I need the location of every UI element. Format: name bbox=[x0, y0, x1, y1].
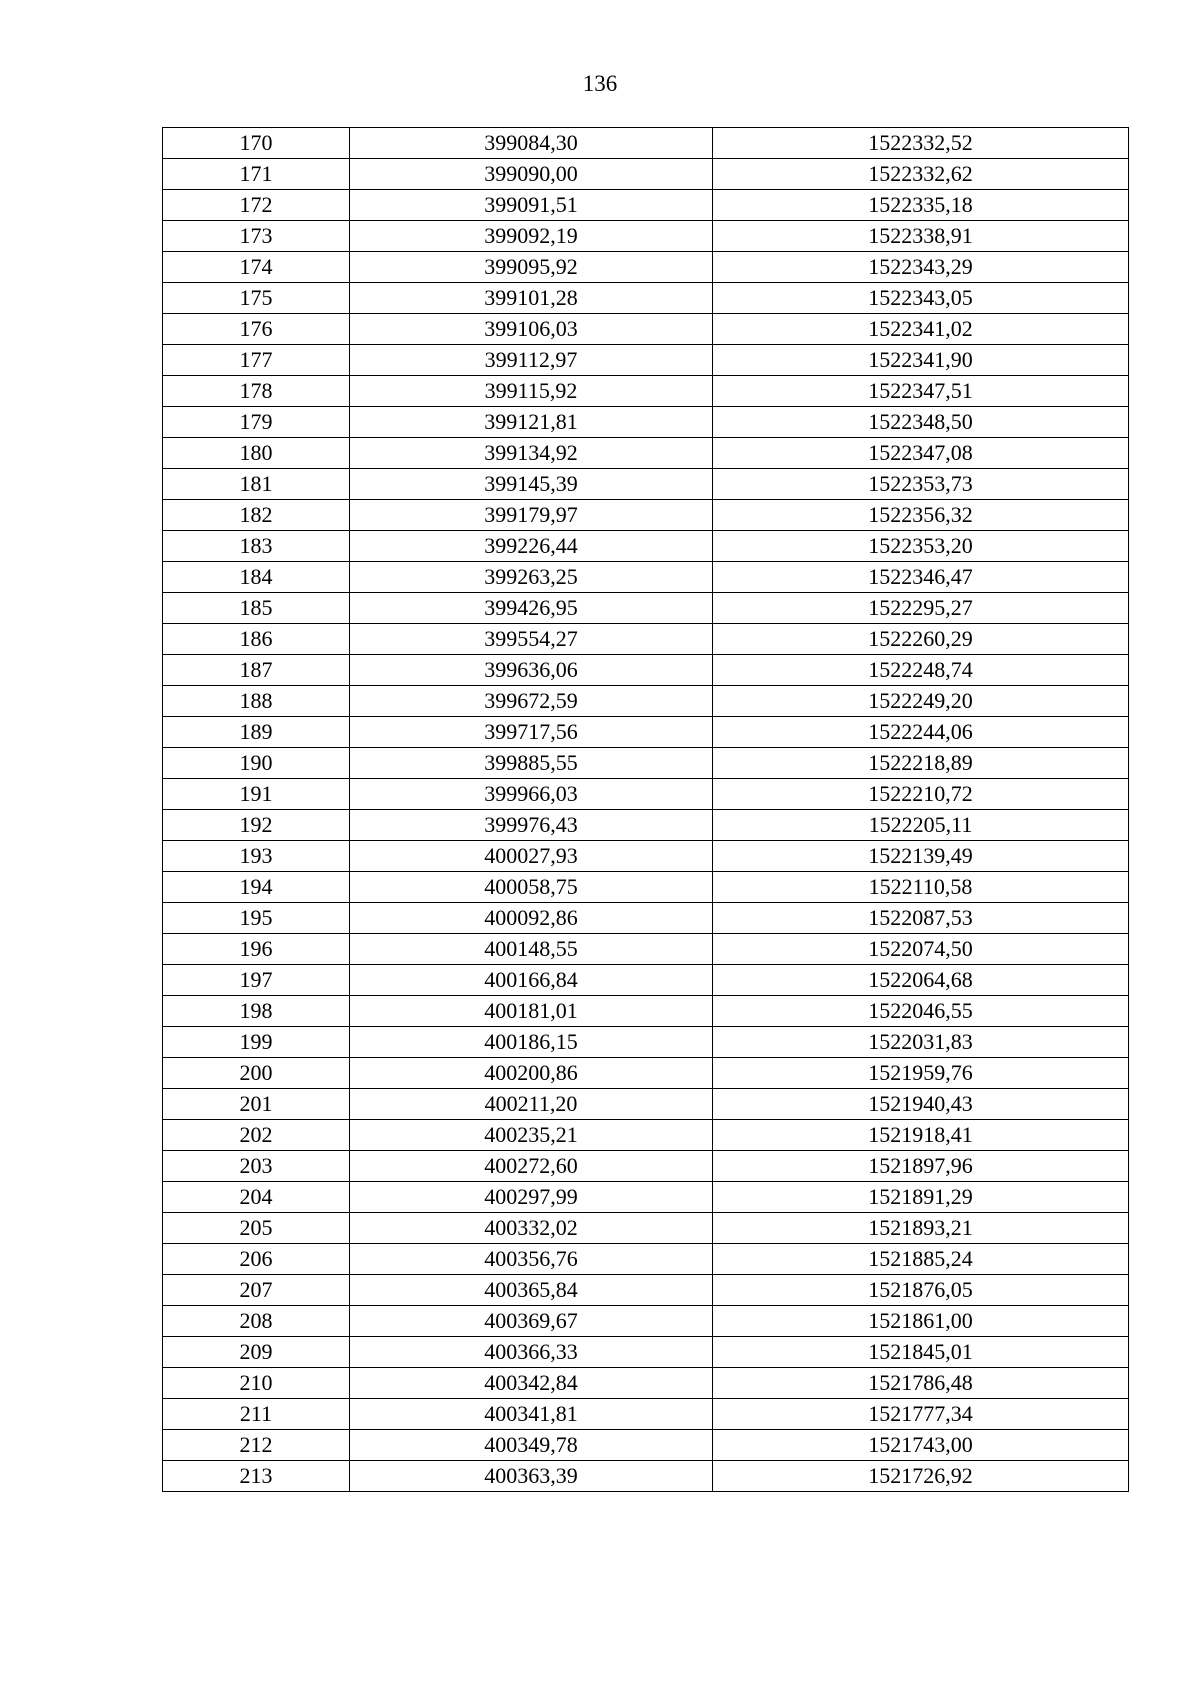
x-coordinate-cell: 400342,84 bbox=[350, 1368, 713, 1399]
y-coordinate-cell: 1522338,91 bbox=[713, 221, 1129, 252]
y-coordinate-cell: 1522205,11 bbox=[713, 810, 1129, 841]
point-number-cell: 208 bbox=[163, 1306, 350, 1337]
y-coordinate-cell: 1522249,20 bbox=[713, 686, 1129, 717]
table-row bbox=[163, 376, 1129, 407]
y-coordinate-cell: 1522064,68 bbox=[713, 965, 1129, 996]
point-number-cell: 184 bbox=[163, 562, 350, 593]
point-number-cell: 210 bbox=[163, 1368, 350, 1399]
x-coordinate-cell: 400235,21 bbox=[350, 1120, 713, 1151]
point-number-cell: 203 bbox=[163, 1151, 350, 1182]
x-coordinate-cell: 399092,19 bbox=[350, 221, 713, 252]
table-row bbox=[163, 1337, 1129, 1368]
x-coordinate-cell: 399226,44 bbox=[350, 531, 713, 562]
point-number-cell: 186 bbox=[163, 624, 350, 655]
y-coordinate-cell: 1522341,90 bbox=[713, 345, 1129, 376]
x-coordinate-cell: 399717,56 bbox=[350, 717, 713, 748]
y-coordinate-cell: 1522348,50 bbox=[713, 407, 1129, 438]
y-coordinate-cell: 1522046,55 bbox=[713, 996, 1129, 1027]
table-row bbox=[163, 965, 1129, 996]
x-coordinate-cell: 400272,60 bbox=[350, 1151, 713, 1182]
table-row bbox=[163, 655, 1129, 686]
x-coordinate-cell: 399263,25 bbox=[350, 562, 713, 593]
y-coordinate-cell: 1521743,00 bbox=[713, 1430, 1129, 1461]
table-row bbox=[163, 1058, 1129, 1089]
y-coordinate-cell: 1522356,32 bbox=[713, 500, 1129, 531]
table-row bbox=[163, 1089, 1129, 1120]
x-coordinate-cell: 400211,20 bbox=[350, 1089, 713, 1120]
x-coordinate-cell: 399084,30 bbox=[350, 128, 713, 159]
point-number-cell: 192 bbox=[163, 810, 350, 841]
table-row bbox=[163, 469, 1129, 500]
point-number-cell: 206 bbox=[163, 1244, 350, 1275]
coordinates-table bbox=[162, 127, 1129, 1492]
x-coordinate-cell: 400148,55 bbox=[350, 934, 713, 965]
table-row bbox=[163, 1368, 1129, 1399]
point-number-cell: 207 bbox=[163, 1275, 350, 1306]
point-number-cell: 212 bbox=[163, 1430, 350, 1461]
x-coordinate-cell: 400166,84 bbox=[350, 965, 713, 996]
point-number-cell: 176 bbox=[163, 314, 350, 345]
table-row bbox=[163, 1399, 1129, 1430]
y-coordinate-cell: 1522031,83 bbox=[713, 1027, 1129, 1058]
table-row bbox=[163, 1461, 1129, 1492]
y-coordinate-cell: 1522353,73 bbox=[713, 469, 1129, 500]
y-coordinate-cell: 1522353,20 bbox=[713, 531, 1129, 562]
table-row bbox=[163, 562, 1129, 593]
table-row bbox=[163, 810, 1129, 841]
table-row bbox=[163, 996, 1129, 1027]
point-number-cell: 188 bbox=[163, 686, 350, 717]
table-row bbox=[163, 748, 1129, 779]
y-coordinate-cell: 1521959,76 bbox=[713, 1058, 1129, 1089]
coordinates-table-body bbox=[163, 128, 1129, 1492]
table-row bbox=[163, 593, 1129, 624]
table-row bbox=[163, 407, 1129, 438]
table-row bbox=[163, 717, 1129, 748]
table-row bbox=[163, 283, 1129, 314]
y-coordinate-cell: 1521861,00 bbox=[713, 1306, 1129, 1337]
point-number-cell: 198 bbox=[163, 996, 350, 1027]
table-row bbox=[163, 1182, 1129, 1213]
point-number-cell: 182 bbox=[163, 500, 350, 531]
x-coordinate-cell: 399101,28 bbox=[350, 283, 713, 314]
table-row bbox=[163, 221, 1129, 252]
point-number-cell: 179 bbox=[163, 407, 350, 438]
x-coordinate-cell: 400369,67 bbox=[350, 1306, 713, 1337]
point-number-cell: 197 bbox=[163, 965, 350, 996]
point-number-cell: 190 bbox=[163, 748, 350, 779]
page-number: 136 bbox=[582, 71, 618, 96]
x-coordinate-cell: 400181,01 bbox=[350, 996, 713, 1027]
x-coordinate-cell: 400058,75 bbox=[350, 872, 713, 903]
point-number-cell: 181 bbox=[163, 469, 350, 500]
point-number-cell: 196 bbox=[163, 934, 350, 965]
point-number-cell: 177 bbox=[163, 345, 350, 376]
table-row bbox=[163, 1027, 1129, 1058]
table-row bbox=[163, 128, 1129, 159]
x-coordinate-cell: 399091,51 bbox=[350, 190, 713, 221]
table-row bbox=[163, 841, 1129, 872]
x-coordinate-cell: 400341,81 bbox=[350, 1399, 713, 1430]
table-row bbox=[163, 314, 1129, 345]
x-coordinate-cell: 399095,92 bbox=[350, 252, 713, 283]
table-row bbox=[163, 1306, 1129, 1337]
table-row bbox=[163, 903, 1129, 934]
y-coordinate-cell: 1522341,02 bbox=[713, 314, 1129, 345]
y-coordinate-cell: 1522087,53 bbox=[713, 903, 1129, 934]
y-coordinate-cell: 1522074,50 bbox=[713, 934, 1129, 965]
y-coordinate-cell: 1522347,51 bbox=[713, 376, 1129, 407]
y-coordinate-cell: 1521845,01 bbox=[713, 1337, 1129, 1368]
x-coordinate-cell: 400365,84 bbox=[350, 1275, 713, 1306]
x-coordinate-cell: 399966,03 bbox=[350, 779, 713, 810]
x-coordinate-cell: 400186,15 bbox=[350, 1027, 713, 1058]
y-coordinate-cell: 1522335,18 bbox=[713, 190, 1129, 221]
y-coordinate-cell: 1522139,49 bbox=[713, 841, 1129, 872]
x-coordinate-cell: 400349,78 bbox=[350, 1430, 713, 1461]
point-number-cell: 187 bbox=[163, 655, 350, 686]
x-coordinate-cell: 400356,76 bbox=[350, 1244, 713, 1275]
y-coordinate-cell: 1521876,05 bbox=[713, 1275, 1129, 1306]
point-number-cell: 174 bbox=[163, 252, 350, 283]
x-coordinate-cell: 399115,92 bbox=[350, 376, 713, 407]
x-coordinate-cell: 399134,92 bbox=[350, 438, 713, 469]
point-number-cell: 170 bbox=[163, 128, 350, 159]
x-coordinate-cell: 400200,86 bbox=[350, 1058, 713, 1089]
x-coordinate-cell: 400092,86 bbox=[350, 903, 713, 934]
x-coordinate-cell: 399090,00 bbox=[350, 159, 713, 190]
point-number-cell: 183 bbox=[163, 531, 350, 562]
table-row bbox=[163, 438, 1129, 469]
point-number-cell: 172 bbox=[163, 190, 350, 221]
x-coordinate-cell: 399121,81 bbox=[350, 407, 713, 438]
table-row bbox=[163, 159, 1129, 190]
x-coordinate-cell: 399672,59 bbox=[350, 686, 713, 717]
y-coordinate-cell: 1521786,48 bbox=[713, 1368, 1129, 1399]
y-coordinate-cell: 1522347,08 bbox=[713, 438, 1129, 469]
x-coordinate-cell: 399636,06 bbox=[350, 655, 713, 686]
x-coordinate-cell: 399554,27 bbox=[350, 624, 713, 655]
y-coordinate-cell: 1521940,43 bbox=[713, 1089, 1129, 1120]
y-coordinate-cell: 1521918,41 bbox=[713, 1120, 1129, 1151]
point-number-cell: 205 bbox=[163, 1213, 350, 1244]
y-coordinate-cell: 1522295,27 bbox=[713, 593, 1129, 624]
x-coordinate-cell: 399976,43 bbox=[350, 810, 713, 841]
point-number-cell: 180 bbox=[163, 438, 350, 469]
y-coordinate-cell: 1522210,72 bbox=[713, 779, 1129, 810]
y-coordinate-cell: 1521893,21 bbox=[713, 1213, 1129, 1244]
x-coordinate-cell: 400363,39 bbox=[350, 1461, 713, 1492]
y-coordinate-cell: 1521726,92 bbox=[713, 1461, 1129, 1492]
point-number-cell: 189 bbox=[163, 717, 350, 748]
table-row bbox=[163, 1244, 1129, 1275]
point-number-cell: 191 bbox=[163, 779, 350, 810]
table-row bbox=[163, 779, 1129, 810]
point-number-cell: 171 bbox=[163, 159, 350, 190]
table-row bbox=[163, 531, 1129, 562]
table-row bbox=[163, 1120, 1129, 1151]
point-number-cell: 194 bbox=[163, 872, 350, 903]
point-number-cell: 175 bbox=[163, 283, 350, 314]
y-coordinate-cell: 1521777,34 bbox=[713, 1399, 1129, 1430]
x-coordinate-cell: 399179,97 bbox=[350, 500, 713, 531]
table-row bbox=[163, 686, 1129, 717]
y-coordinate-cell: 1521891,29 bbox=[713, 1182, 1129, 1213]
table-row bbox=[163, 500, 1129, 531]
x-coordinate-cell: 400366,33 bbox=[350, 1337, 713, 1368]
point-number-cell: 195 bbox=[163, 903, 350, 934]
y-coordinate-cell: 1522244,06 bbox=[713, 717, 1129, 748]
y-coordinate-cell: 1522260,29 bbox=[713, 624, 1129, 655]
table-row bbox=[163, 252, 1129, 283]
x-coordinate-cell: 400027,93 bbox=[350, 841, 713, 872]
table-row bbox=[163, 1213, 1129, 1244]
x-coordinate-cell: 399145,39 bbox=[350, 469, 713, 500]
y-coordinate-cell: 1521897,96 bbox=[713, 1151, 1129, 1182]
point-number-cell: 201 bbox=[163, 1089, 350, 1120]
table-row bbox=[163, 345, 1129, 376]
x-coordinate-cell: 399885,55 bbox=[350, 748, 713, 779]
table-row bbox=[163, 190, 1129, 221]
table-row bbox=[163, 624, 1129, 655]
x-coordinate-cell: 400332,02 bbox=[350, 1213, 713, 1244]
y-coordinate-cell: 1522343,29 bbox=[713, 252, 1129, 283]
y-coordinate-cell: 1522218,89 bbox=[713, 748, 1129, 779]
table-row bbox=[163, 1275, 1129, 1306]
y-coordinate-cell: 1522332,52 bbox=[713, 128, 1129, 159]
y-coordinate-cell: 1522346,47 bbox=[713, 562, 1129, 593]
point-number-cell: 209 bbox=[163, 1337, 350, 1368]
table-row bbox=[163, 872, 1129, 903]
point-number-cell: 178 bbox=[163, 376, 350, 407]
point-number-cell: 202 bbox=[163, 1120, 350, 1151]
point-number-cell: 193 bbox=[163, 841, 350, 872]
y-coordinate-cell: 1522110,58 bbox=[713, 872, 1129, 903]
table-row bbox=[163, 934, 1129, 965]
point-number-cell: 204 bbox=[163, 1182, 350, 1213]
point-number-cell: 211 bbox=[163, 1399, 350, 1430]
y-coordinate-cell: 1521885,24 bbox=[713, 1244, 1129, 1275]
x-coordinate-cell: 400297,99 bbox=[350, 1182, 713, 1213]
x-coordinate-cell: 399426,95 bbox=[350, 593, 713, 624]
point-number-cell: 200 bbox=[163, 1058, 350, 1089]
x-coordinate-cell: 399106,03 bbox=[350, 314, 713, 345]
y-coordinate-cell: 1522343,05 bbox=[713, 283, 1129, 314]
x-coordinate-cell: 399112,97 bbox=[350, 345, 713, 376]
point-number-cell: 213 bbox=[163, 1461, 350, 1492]
point-number-cell: 173 bbox=[163, 221, 350, 252]
point-number-cell: 185 bbox=[163, 593, 350, 624]
table-row bbox=[163, 1430, 1129, 1461]
y-coordinate-cell: 1522248,74 bbox=[713, 655, 1129, 686]
y-coordinate-cell: 1522332,62 bbox=[713, 159, 1129, 190]
table-row bbox=[163, 1151, 1129, 1182]
point-number-cell: 199 bbox=[163, 1027, 350, 1058]
